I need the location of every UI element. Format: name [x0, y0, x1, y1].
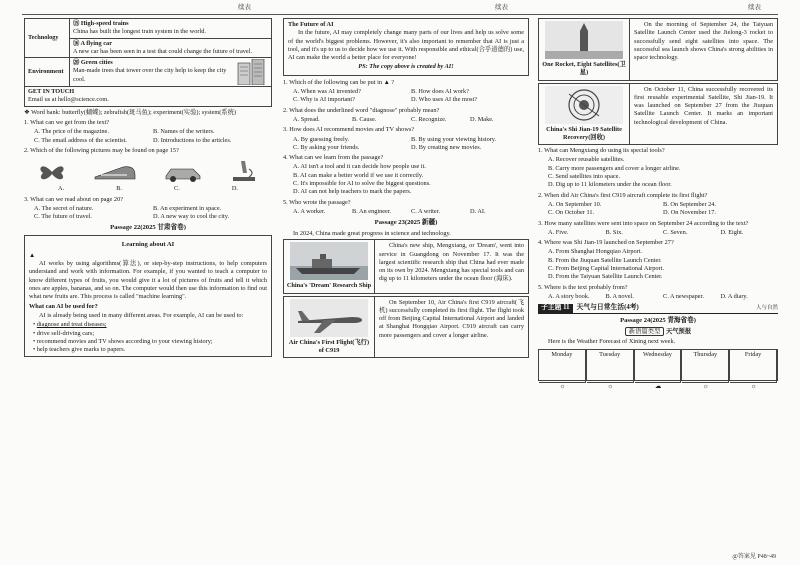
- ship-text: China's new ship, Mengxiang, or 'Dream', went into service in Guangdong on November 17. It was the largest scientific research ship that China had ever made on its own by 2024. Mengxiang has special tools and can dig up to 11 kilometers under the ocean floor (海床).: [379, 242, 524, 283]
- ai-paragraph-1: AI works by using algorithms(算法), or step-by-step instructions, to help computers understand and work with information. For example, if you wanted to teach a computer to know different types of fruits, you would give it a lot of pictures of fruits and tell it which ones are apples, bananas, and so on. The computer would then use this information to find out what new fruits are. This process is called "machine learning".: [29, 260, 267, 301]
- picture-options: [24, 157, 272, 183]
- rocket-label: One Rocket, Eight Satellites(卫星): [542, 61, 626, 77]
- label-environment: Environment: [25, 58, 70, 87]
- column-2: [283, 18, 529, 551]
- question-3: [24, 196, 272, 222]
- options: [538, 201, 778, 218]
- header-mid: 续表: [495, 4, 508, 11]
- rocket-image-cell: [539, 19, 630, 80]
- sun-icon: ☼: [750, 382, 757, 390]
- ship-news: [283, 239, 529, 293]
- tech-table: [24, 18, 272, 107]
- question-text: 5. Who wrote the passage?: [283, 198, 351, 206]
- item-text: China has built the longest train system in the world.: [73, 28, 206, 36]
- item-head: ⑳ Green cities: [73, 59, 113, 67]
- option-b[interactable]: B. A novel.: [605, 292, 634, 300]
- option-b[interactable]: B. How does AI work?: [411, 88, 469, 96]
- day-cell: [539, 350, 587, 390]
- options: [538, 293, 778, 301]
- day-label: Monday: [539, 350, 586, 383]
- option-a[interactable]: A. When was AI invented?: [293, 88, 361, 96]
- option-a[interactable]: A. A story book.: [548, 292, 590, 300]
- passage-24-title: Passage 24(2025 青海省卷): [620, 317, 696, 325]
- future-paragraph: In the future, AI may completely change many parts of our lives and help us solve some of the world's biggest problems. However, it's also important to remember that AI is just a tool, and it's up to us to decide how we use it. With responsible and ethical(合乎道德的) use, AI can make the world a better place for everyone!: [288, 29, 524, 62]
- question-text: 4. Where was Shi Jian-19 launched on September 27?: [538, 239, 674, 247]
- ship-photo: [290, 242, 368, 280]
- ps-note: PS: The copy above is created by AI!: [358, 63, 454, 71]
- day-cell: [635, 350, 683, 390]
- section-header: [538, 304, 778, 314]
- option-b[interactable]: B. Carry more passengers and cover a longer airline.: [548, 164, 681, 172]
- options: [283, 88, 529, 105]
- option-d[interactable]: D. A new way to cool the city.: [153, 213, 230, 221]
- option-c[interactable]: C. A writer.: [411, 207, 441, 215]
- sun-icon: ☼: [702, 382, 709, 390]
- option-a[interactable]: A. By guessing freely.: [293, 135, 350, 143]
- cloud-icon: ☁: [654, 382, 662, 390]
- option-c[interactable]: C. The future of travel.: [34, 213, 92, 221]
- item-flying-car: [70, 38, 272, 58]
- option-b[interactable]: B. An engineer.: [352, 207, 392, 215]
- word-bank: ❖ Word bank: butterfly(蝴蝶); zebrafish(斑马鱼); experiment(实验); system(系统): [24, 108, 237, 116]
- ai-article-title: Learning about AI: [121, 241, 175, 249]
- option-b[interactable]: B.: [116, 185, 122, 193]
- section-tag: 子主题 11: [538, 304, 573, 313]
- option-d[interactable]: D. Make.: [470, 115, 494, 123]
- option-c[interactable]: C. A newspaper.: [663, 292, 704, 300]
- bullet-item: • recommend movies and TV shows according to your viewing history;: [33, 337, 213, 345]
- options: [24, 205, 272, 222]
- option-d[interactable]: D.: [231, 185, 238, 193]
- option-d[interactable]: D. Eight.: [720, 228, 744, 236]
- option-a[interactable]: A. Recover reusable satellites.: [548, 156, 625, 164]
- forecast-intro: Here is the Weather Forecast of Xining next week.: [548, 338, 676, 346]
- options: [283, 208, 529, 216]
- option-d[interactable]: D. By creating new movies.: [411, 143, 482, 151]
- passage-23-intro: In 2024, China made great progress in science and technology.: [293, 229, 451, 237]
- ai-subheading: What can AI be used for?: [29, 302, 98, 310]
- genre-badge: 新语篇类型: [625, 327, 664, 336]
- ai-paragraph-2: AI is already being used in many different areas. For example, AI can be used to:: [39, 311, 244, 319]
- options: [283, 163, 529, 196]
- day-cell: [730, 350, 777, 390]
- rocket-icon: [545, 21, 623, 59]
- ship-icon: [290, 242, 368, 280]
- option-a[interactable]: A.: [58, 185, 65, 193]
- item-green-cities: [70, 58, 272, 87]
- answer-reference: @答案见 P48~49: [732, 554, 776, 561]
- option-c[interactable]: C. Seven.: [663, 228, 688, 236]
- question-text: 2. What does the underlined word "diagnose" probably mean?: [283, 106, 440, 114]
- option-d[interactable]: D. Dig up to 11 kilometers under the ocean floor.: [548, 181, 672, 189]
- day-label: Friday: [730, 350, 777, 383]
- option-c[interactable]: C. It's impossible for AI to solve the biggest questions.: [293, 180, 431, 188]
- rocket-text: On the morning of September 24, the Taiyuan Satellite Launch Center used the Jielong-3 rocket to successfully send eight satellites into space. The successful sea launch shows China's strong abilities in space technology.: [634, 21, 773, 62]
- option-d[interactable]: D. A diary.: [720, 292, 748, 300]
- day-label: Tuesday: [587, 350, 634, 383]
- options: [538, 229, 778, 237]
- satellite-news: [538, 83, 778, 146]
- question-text: 3. How many satellites were sent into space on September 24 according to the text?: [538, 219, 749, 227]
- option-b[interactable]: B. By using your viewing history.: [411, 135, 497, 143]
- bullet-text: drive self-driving cars;: [36, 329, 95, 337]
- question-text: 3. How does AI recommend movies and TV shows?: [283, 126, 415, 134]
- touch-title: GET IN TOUCH: [28, 88, 75, 96]
- get-in-touch: [25, 87, 272, 107]
- future-title: The Future of AI: [288, 21, 334, 28]
- day-label: Thursday: [682, 350, 729, 383]
- satellite-label: China's Shi Jian-19 Satellite Recovery(回收): [546, 125, 622, 141]
- blank-marker: ▲: [29, 251, 36, 259]
- question-4: [283, 154, 529, 196]
- item-text: Man-made trees that tower over the city help to keep the city cool.: [73, 67, 227, 83]
- options: [24, 128, 272, 145]
- option-a[interactable]: A. Five.: [548, 228, 569, 236]
- sun-icon: ☼: [607, 382, 614, 390]
- train-icon: [93, 161, 137, 183]
- option-d[interactable]: D. Introductions to the articles.: [153, 136, 232, 144]
- question-2: [24, 147, 272, 194]
- passage-23-title: Passage 23(2025 新疆): [374, 219, 438, 227]
- option-d[interactable]: D. On November 17.: [663, 209, 716, 217]
- question-text: 3. What can we read about on page 20?: [24, 195, 124, 203]
- option-a[interactable]: A. The price of the magazine.: [34, 128, 109, 136]
- item-trains: [70, 19, 272, 39]
- plane-news: [283, 296, 529, 359]
- question-3: [538, 220, 778, 238]
- satellite-icon: [545, 86, 623, 124]
- option-c[interactable]: C. On October 11.: [548, 209, 595, 217]
- option-c[interactable]: C. By asking your friends.: [293, 143, 360, 151]
- future-of-ai-box: [283, 18, 529, 76]
- option-b[interactable]: B. Cause.: [352, 115, 377, 123]
- option-a[interactable]: A. AI isn't a tool and it can decide how people use it.: [293, 163, 426, 171]
- options: [538, 156, 778, 189]
- rocket-photo: [545, 21, 623, 59]
- question-1: [24, 119, 272, 145]
- column-3: [538, 18, 778, 551]
- picture-labels: [24, 185, 272, 193]
- option-d[interactable]: D. Who uses AI the most?: [411, 96, 477, 104]
- option-d[interactable]: D. From the Taiyuan Satellite Launch Center.: [548, 273, 663, 281]
- question-text: 2. Which of the following pictures may be found on page 15?: [24, 146, 179, 154]
- genre-line: [538, 328, 778, 336]
- day-label: Wednesday: [635, 350, 682, 383]
- bullet-item: • drive self-driving cars;: [33, 329, 95, 337]
- item-head: ⑮ High-speed trains: [73, 20, 129, 27]
- plane-text: On September 10, Air China's first C919 aircraft(飞机) successfully completed its first flight. The flight took off from Beijing Capital International Airport and landed at Shanghai Hongqiao Airport. C919 aircraft can carry more passengers and cover a longer airline.: [379, 298, 524, 339]
- section-name: 天气与日常生活(4考): [576, 304, 639, 312]
- option-c[interactable]: C. From Beijing Capital International Airport.: [548, 265, 664, 273]
- label-technology: Technology: [25, 19, 70, 58]
- airplane-icon: [290, 299, 368, 337]
- car-icon: [163, 161, 203, 183]
- bullet-item: • help teachers give marks to papers.: [33, 346, 126, 354]
- item-text: A new car has been seen in a test that could change the future of travel.: [73, 47, 253, 55]
- header-right: 续表: [748, 4, 761, 11]
- header-rule: [22, 14, 778, 15]
- satellite-text: On October 11, China successfully recovered its first reusable experimental Satellite, Shi Jian-19. It was launched on September 27 from the Jiuquan Satellite Launch Center. It marks an important technological development of China.: [634, 85, 773, 126]
- option-b[interactable]: B. Six.: [605, 228, 623, 236]
- section-category: 人与自然: [755, 305, 778, 312]
- option-a[interactable]: A. Spread.: [293, 115, 320, 123]
- question-text: 4. What can we learn from the passage?: [283, 154, 384, 162]
- microscope-icon: [229, 159, 259, 183]
- option-c[interactable]: C. The email address of the scientist.: [34, 136, 127, 144]
- option-c[interactable]: C. Recognize.: [411, 115, 447, 123]
- weather-table: [538, 349, 778, 390]
- question-1: [283, 79, 529, 105]
- option-d[interactable]: D. AI.: [470, 207, 486, 215]
- option-a[interactable]: A. On September 10.: [548, 200, 602, 208]
- option-c[interactable]: C. Send satellites into space.: [548, 173, 621, 181]
- ai-article: [24, 235, 272, 357]
- bullet-item: • diagnose and treat diseases;: [33, 321, 107, 329]
- question-2: [538, 192, 778, 218]
- option-d[interactable]: D. AI can not help teachers to mark the papers.: [293, 188, 412, 196]
- genre-text: 天气预报: [665, 327, 692, 335]
- question-text: 1. What can we get from the text?: [24, 119, 110, 127]
- header-left: 续表: [238, 4, 251, 11]
- question-text: 1. Which of the following can be put in ▲ ?: [283, 78, 395, 86]
- question-text: 2. When did Air China's first C919 aircraft complete its first flight?: [538, 191, 708, 199]
- option-a[interactable]: A. A worker.: [293, 207, 326, 215]
- day-cell: [587, 350, 635, 390]
- column-1: [24, 18, 272, 551]
- question-text: 5. Where is the text probably from?: [538, 283, 628, 291]
- option-b[interactable]: B. From the Jiuquan Satellite Launch Center.: [548, 256, 662, 264]
- question-text: 1. What can Mengxiang do using its special tools?: [538, 147, 665, 155]
- option-b[interactable]: B. On September 24.: [663, 200, 716, 208]
- building-illustration: [234, 59, 268, 85]
- rocket-news: [538, 18, 778, 81]
- bullet-text: help teachers give marks to papers.: [36, 346, 126, 354]
- option-c[interactable]: C.: [174, 185, 180, 193]
- options: [283, 136, 529, 153]
- question-3: [283, 126, 529, 152]
- question-4: [538, 239, 778, 281]
- question-1: [538, 147, 778, 189]
- satellite-image-cell: [539, 84, 630, 145]
- plane-label: Air China's First Flight(飞行) of C919: [288, 338, 370, 354]
- day-cell: [682, 350, 730, 390]
- options: [283, 116, 529, 124]
- butterfly-icon: [37, 161, 67, 183]
- satellite-photo: [545, 86, 623, 124]
- question-5: [538, 284, 778, 302]
- option-b[interactable]: B. Names of the writers.: [153, 128, 215, 136]
- option-b[interactable]: B. AI can make a better world if we use it correctly.: [293, 171, 424, 179]
- bullet-text: diagnose and treat diseases;: [36, 321, 107, 329]
- sun-icon: ☼: [559, 382, 566, 390]
- passage-22-title: Passage 22(2025 甘肃省卷): [110, 224, 186, 232]
- question-2: [283, 107, 529, 125]
- option-a[interactable]: A. From Shanghai Hongqiao Airport.: [548, 248, 643, 256]
- options: [538, 248, 778, 281]
- ship-label: China's 'Dream' Research Ship: [286, 282, 372, 290]
- option-a[interactable]: A. The secret of nature.: [34, 204, 94, 212]
- option-b[interactable]: B. An experiment in space.: [153, 204, 222, 212]
- touch-text: Email us at hello@science.com.: [28, 96, 109, 104]
- plane-photo: [290, 299, 368, 337]
- ship-image-cell: [284, 240, 375, 292]
- question-5: [283, 199, 529, 217]
- bullet-text: recommend movies and TV shows according to your viewing history;: [36, 337, 213, 345]
- option-c[interactable]: C. Why is AI important?: [293, 96, 355, 104]
- item-head: ⑯ A flying car: [73, 39, 113, 47]
- plane-image-cell: [284, 297, 375, 358]
